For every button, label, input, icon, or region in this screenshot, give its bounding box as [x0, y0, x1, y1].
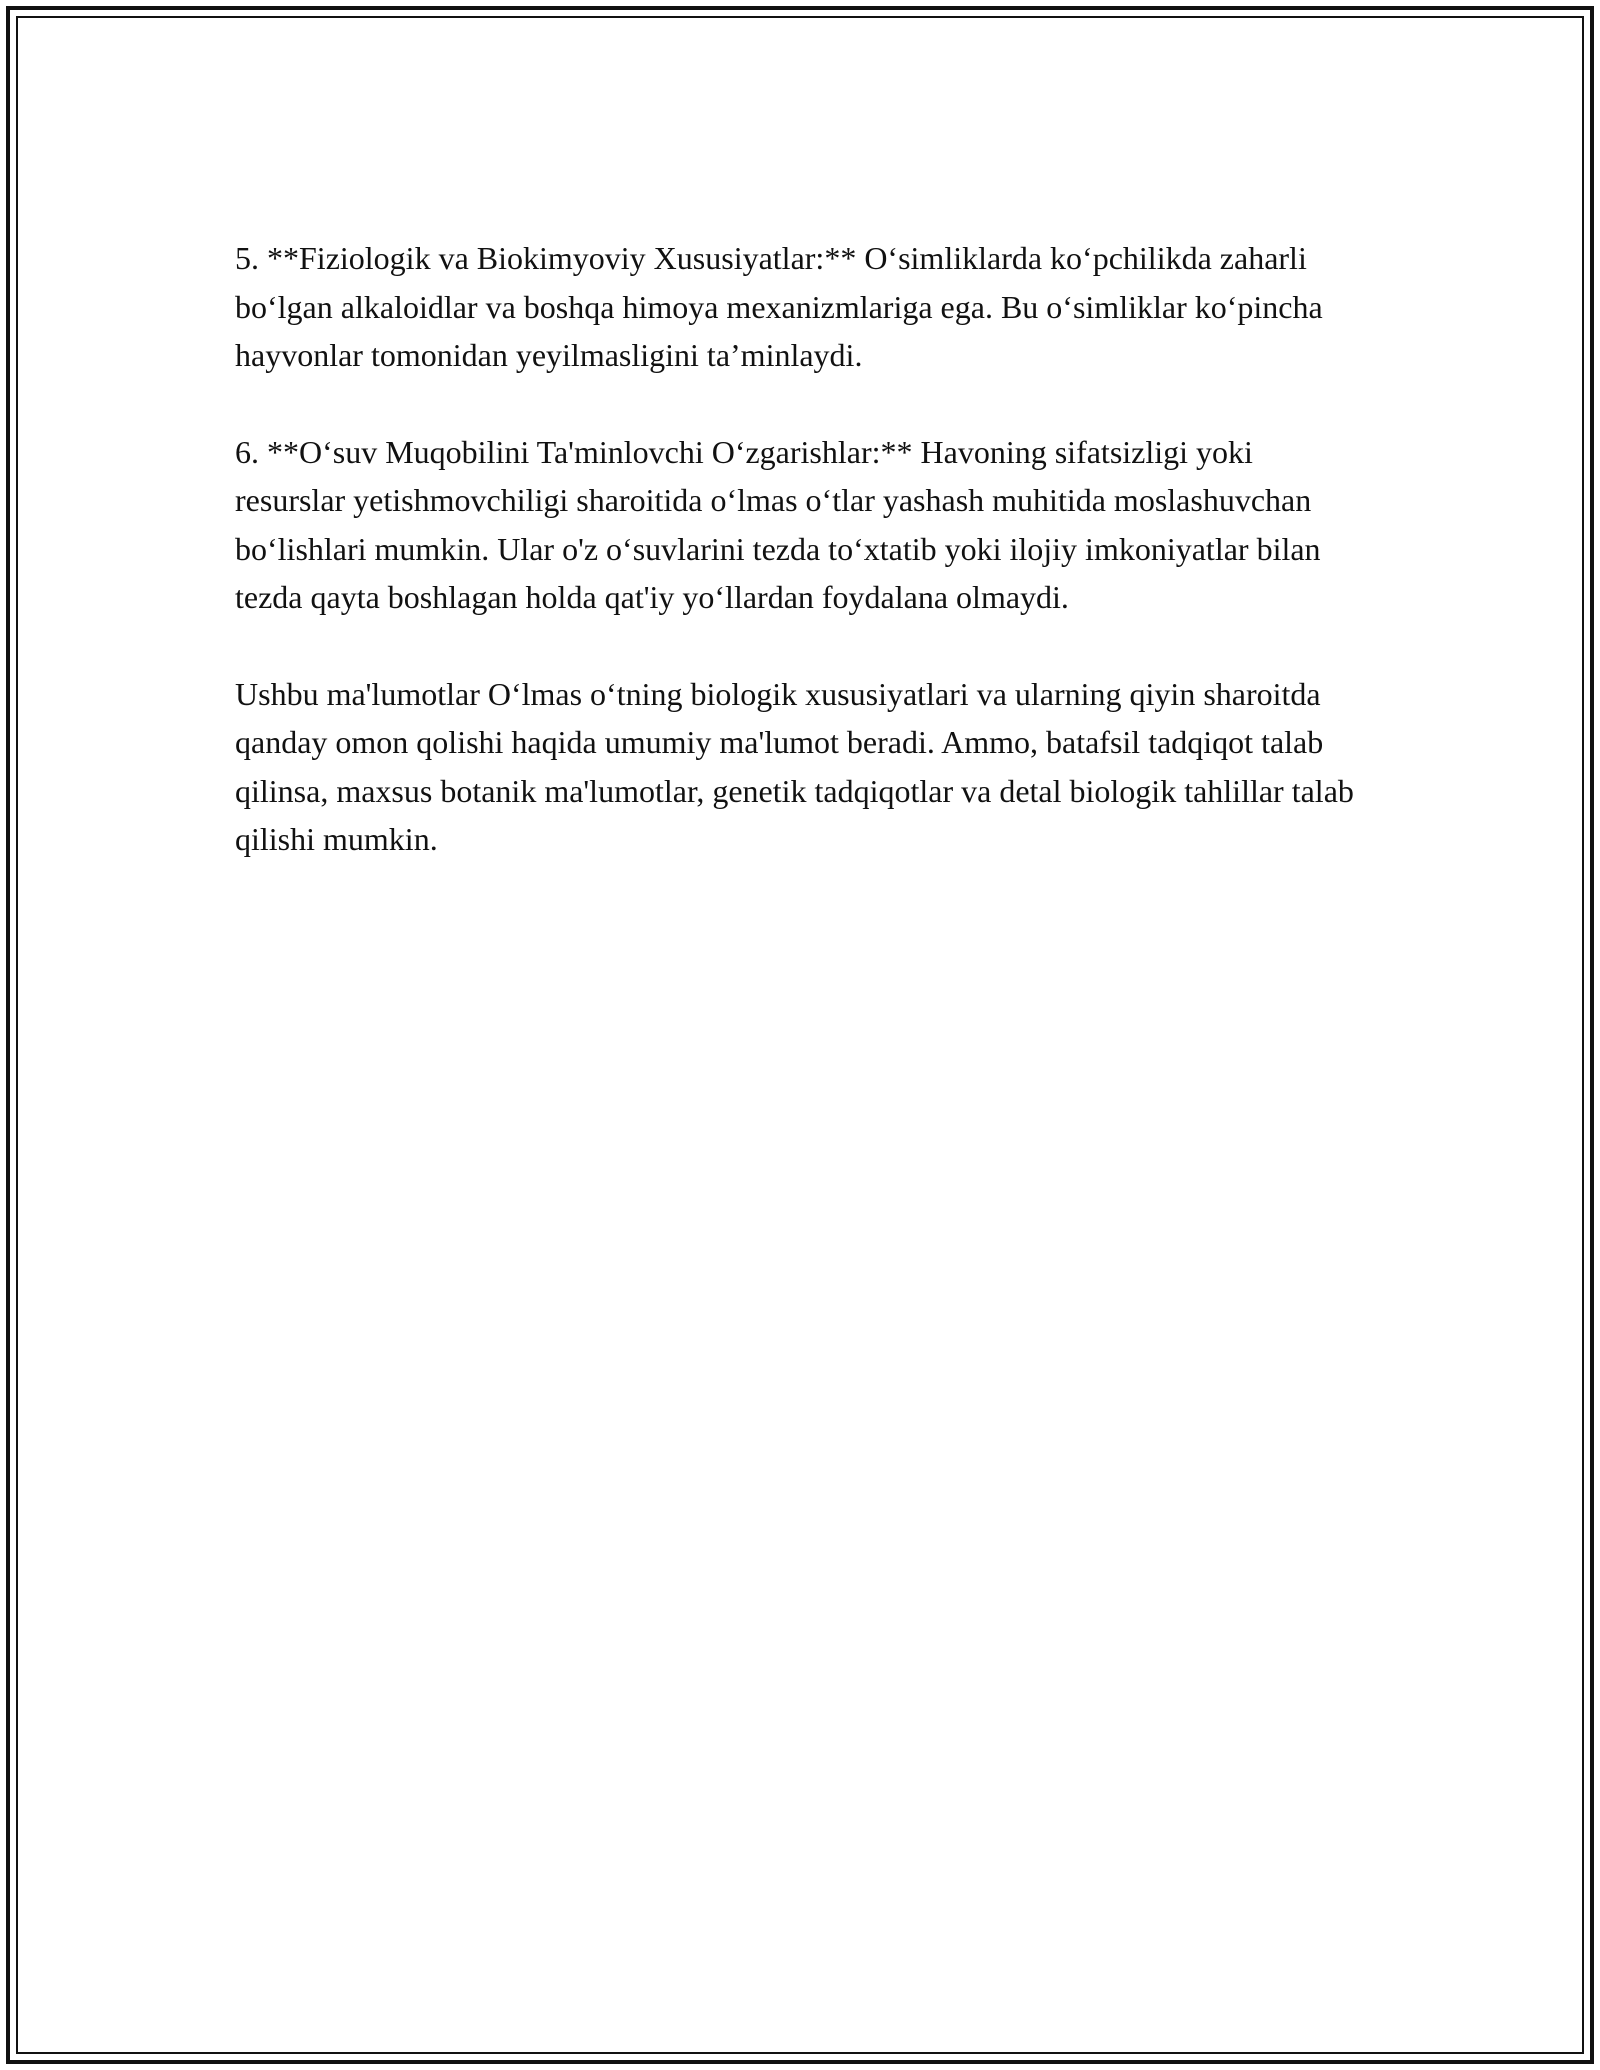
paragraph-growth-adaptations: 6. **O‘suv Muqobilini Ta'minlovchi O‘zgarishlar:** Havoning sifatsizligi yoki resurslar yetishmovchiligi sharoitida o‘lmas o‘tlar yashash muhitida moslashuvchan bo‘lishlari mumkin. Ular o'z o‘suvlarini tezda to‘xtatib yoki ilojiy imkoniyatlar bilan tezda qayta boshlagan holda qat'iy yo‘llardan foydalana olmaydi.: [235, 433, 1321, 615]
document-body: [235, 234, 1365, 912]
paragraph-physiological-properties: 5. **Fiziologik va Biokimyoviy Xususiyatlar:** O‘simliklarda ko‘pchilikda zaharli bo‘lgan alkaloidlar va boshqa himoya mexanizmlariga ega. Bu o‘simliklar ko‘pincha hayvonlar tomonidan yeyilmasligini ta’minlaydi.: [235, 240, 1323, 373]
paragraph-summary: Ushbu ma'lumotlar O‘lmas o‘tning biologik xususiyatlari va ularning qiyin sharoitda qanday omon qolishi haqida umumiy ma'lumot beradi. Ammo, batafsil tadqiqot talab qilinsa, maxsus botanik ma'lumotlar, genetik tadqiqotlar va detal biologik tahlillar talab qilishi mumkin.: [235, 675, 1354, 857]
